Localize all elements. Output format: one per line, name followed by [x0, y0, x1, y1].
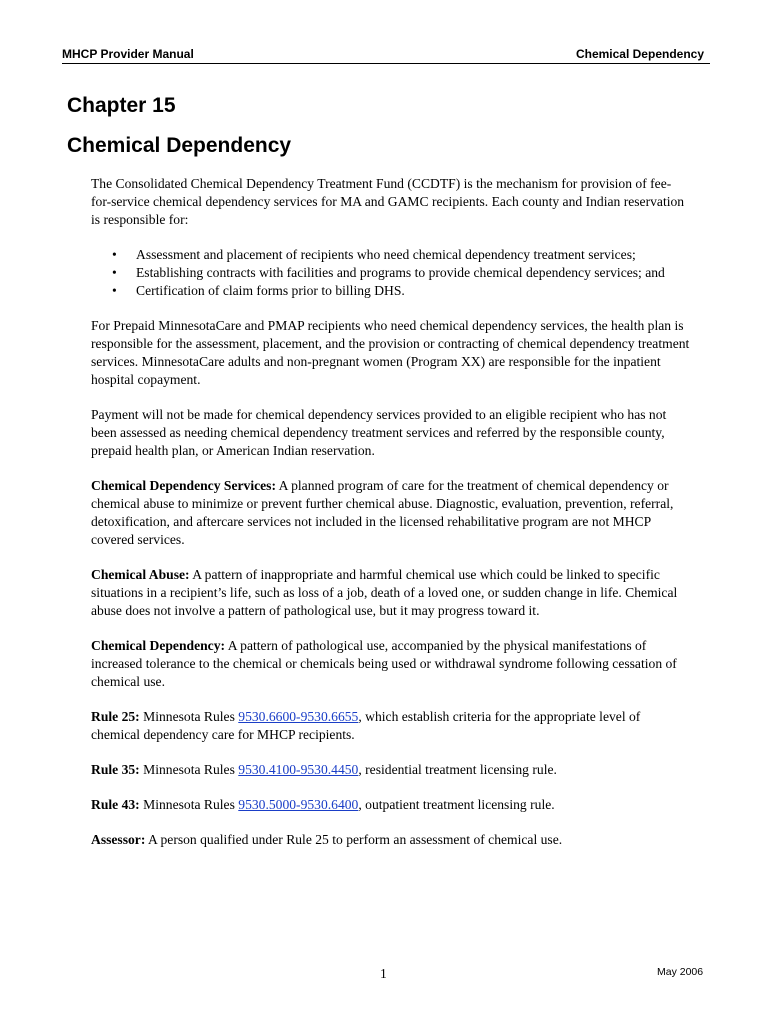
definition-chemical-dependency-services: [91, 477, 691, 549]
list-item-text: Assessment and placement of recipients who need chemical dependency treatment services;: [136, 247, 636, 262]
definition-term: Rule 35:: [91, 762, 140, 777]
definition-text: A pattern of inappropriate and harmful chemical use which could be linked to specific situations in a recipient’s life, such as loss of a job, death of a loved one, or sudden change in life. Chemical abuse does not involve a pattern of pathological use, but it may progress toward it.: [91, 567, 678, 618]
rule-35-link[interactable]: 9530.4100-9530.4450: [238, 762, 359, 777]
definition-text-post: , residential treatment licensing rule.: [358, 762, 557, 777]
definition-text-pre: Minnesota Rules: [139, 709, 239, 724]
definition-term: Chemical Dependency Services:: [91, 478, 276, 493]
list-item: [112, 264, 691, 282]
definition-chemical-dependency: [91, 637, 691, 691]
definition-chemical-abuse: [91, 566, 691, 620]
intro-paragraph: The Consolidated Chemical Dependency Treatment Fund (CCDTF) is the mechanism for provision of fee-for-service chemical dependency services for MA and GAMC recipients. Each county and Indian reservation is responsible for:: [91, 176, 685, 227]
chapter-number: Chapter 15: [67, 94, 176, 117]
chapter-title: Chemical Dependency: [67, 134, 292, 157]
bullet-icon: •: [112, 247, 117, 262]
definition-rule-43: [91, 796, 691, 814]
definition-term: Rule 25:: [91, 709, 140, 724]
list-item-text: Establishing contracts with facilities and programs to provide chemical dependency services; and: [136, 265, 665, 280]
definition-term: Chemical Dependency:: [91, 638, 226, 653]
header-manual-title: MHCP Provider Manual: [62, 47, 194, 61]
definition-text-pre: Minnesota Rules: [139, 797, 239, 812]
definition-text-pre: Minnesota Rules: [139, 762, 239, 777]
bullet-icon: •: [112, 283, 117, 298]
bullet-icon: •: [112, 265, 117, 280]
definition-term: Chemical Abuse:: [91, 567, 190, 582]
prepaid-paragraph: For Prepaid MinnesotaCare and PMAP recipients who need chemical dependency services, the health plan is responsible for the assessment, placement, and the provision or contracting of chemical dependency treatment services. MinnesotaCare adults and non-pregnant women (Program XX) are responsible for the inpatient hospital copayment.: [91, 318, 690, 387]
list-item: [112, 246, 691, 264]
list-item: [112, 282, 691, 300]
definition-assessor: [91, 831, 691, 849]
footer-date: May 2006: [657, 966, 704, 978]
page-number: 1: [380, 966, 387, 981]
list-item-text: Certification of claim forms prior to billing DHS.: [136, 283, 405, 298]
definition-text-post: , outpatient treatment licensing rule.: [358, 797, 555, 812]
definition-text: A planned program of care for the treatment of chemical dependency or chemical abuse to minimize or prevent further chemical abuse. Diagnostic, evaluation, prevention, referral, detoxification, and aftercare services not included in the licensed rehabilitative program are not MHCP covered services.: [91, 478, 674, 547]
document-body: [91, 175, 691, 866]
definition-rule-25: [91, 708, 691, 744]
definition-rule-35: [91, 761, 691, 779]
definition-text-post: , which establish criteria for the appropriate level of chemical dependency care for MHCP recipients.: [91, 709, 641, 742]
definition-text: A person qualified under Rule 25 to perform an assessment of chemical use.: [145, 832, 563, 847]
definition-text: A pattern of pathological use, accompanied by the physical manifestations of increased tolerance to the chemical or chemicals being used or withdrawal syndrome following cessation of chemical use.: [91, 638, 677, 689]
responsibility-list: [91, 246, 691, 300]
header-section-title: Chemical Dependency: [575, 47, 704, 61]
definition-term: Rule 43:: [91, 797, 140, 812]
rule-43-link[interactable]: 9530.5000-9530.6400: [238, 797, 359, 812]
definition-term: Assessor:: [91, 832, 146, 847]
page-header: [62, 45, 710, 64]
rule-25-link[interactable]: 9530.6600-9530.6655: [238, 709, 359, 724]
payment-paragraph: Payment will not be made for chemical dependency services provided to an eligible recipient who has not been assessed as needing chemical dependency treatment services and referred by the responsible county, prepaid health plan, or American Indian reservation.: [91, 407, 667, 458]
